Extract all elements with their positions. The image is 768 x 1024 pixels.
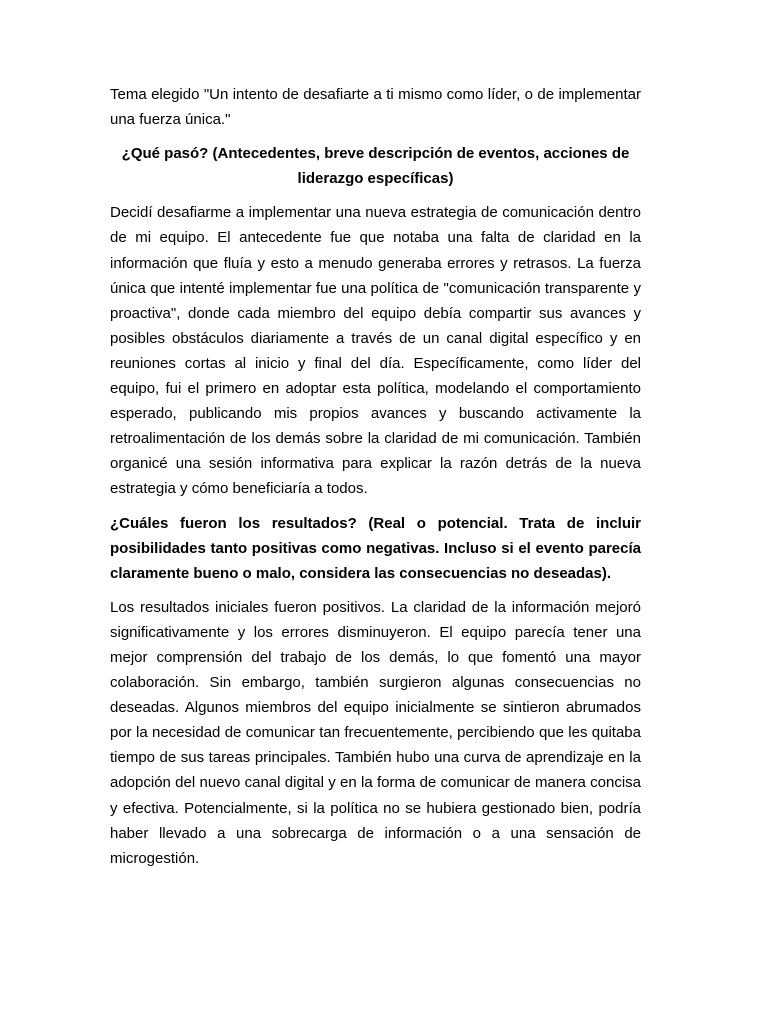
- paragraph-what-happened: Decidí desafiarme a implementar una nueva estrategia de comunicación dentro de mi equipo. El antecedente fue que notaba una falta de claridad en la información que fluía y esto a menudo generaba errores y retrasos. La fuerza única que intenté implementar fue una política de "comunicación transparente y proactiva", donde cada miembro del equipo debía compartir sus avances y posibles obstáculos diariamente a través de un canal digital específico y en reuniones cortas al inicio y final del día. Específicamente, como líder del equipo, fui el primero en adoptar esta política, modelando el comportamiento esperado, publicando mis propios avances y buscando activamente la retroalimentación de los demás sobre la claridad de mi comunicación. También organicé una sesión informativa para explicar la razón detrás de la nueva estrategia y cómo beneficiaría a todos.: [110, 204, 641, 498]
- topic-line: Tema elegido "Un intento de desafiarte a ti mismo como líder, o de implementar una fuerza única.": [110, 86, 641, 129]
- section-heading-results: ¿Cuáles fueron los resultados? (Real o potencial. Trata de incluir posibilidades tanto positivas como negativas. Incluso si el evento parecía claramente bueno o malo, considera las consecuencias no deseadas).: [110, 514, 641, 582]
- document-page: [110, 82, 641, 871]
- paragraph-results: Los resultados iniciales fueron positivos. La claridad de la información mejoró significativamente y los errores disminuyeron. El equipo parecía tener una mejor comprensión del trabajo de los demás, lo que fomentó una mayor colaboración. Sin embargo, también surgieron algunas consecuencias no deseadas. Algunos miembros del equipo inicialmente se sintieron abrumados por la necesidad de comunicar tan frecuentemente, percibiendo que les quitaba tiempo de sus tareas principales. También hubo una curva de aprendizaje en la adopción del nuevo canal digital y en la forma de comunicar de manera concisa y efectiva. Potencialmente, si la política no se hubiera gestionado bien, podría haber llevado a una sobrecarga de información o a una sensación de microgestión.: [110, 598, 641, 867]
- section-heading-what-happened: ¿Qué pasó? (Antecedentes, breve descripción de eventos, acciones de liderazgo específicas): [121, 145, 630, 188]
